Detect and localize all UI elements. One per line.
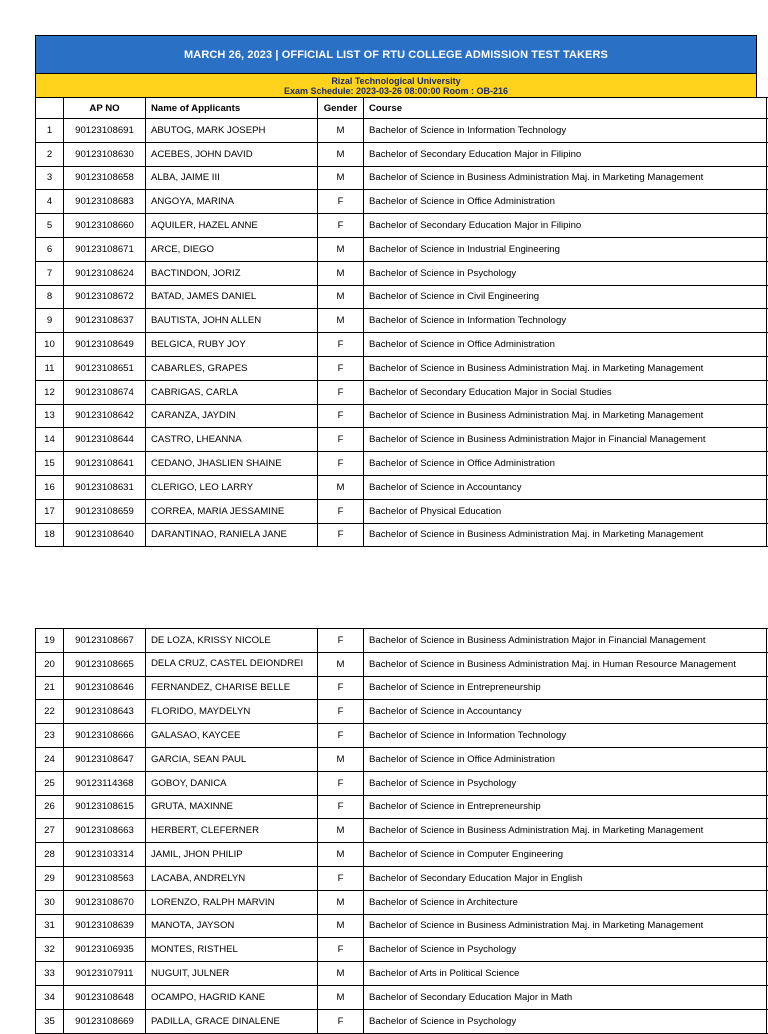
- row-number: 24: [36, 747, 64, 771]
- ap-number: 90123108649: [64, 333, 146, 357]
- ap-number: 90123108683: [64, 190, 146, 214]
- ap-number: 90123108667: [64, 629, 146, 653]
- gender: M: [318, 652, 364, 676]
- table-row: [36, 142, 768, 166]
- course: Bachelor of Science in Business Administration Maj. in Marketing Management: [364, 914, 767, 938]
- applicant-name: GALASAO, KAYCEE: [146, 724, 318, 748]
- gender: M: [318, 843, 364, 867]
- course: Bachelor of Science in Business Administration Maj. in Marketing Management: [364, 404, 767, 428]
- table-row: [36, 747, 768, 771]
- gender: F: [318, 190, 364, 214]
- ap-number: 90123108658: [64, 166, 146, 190]
- table-row: [36, 380, 768, 404]
- table-row: [36, 629, 768, 653]
- course: Bachelor of Science in Accountancy: [364, 700, 767, 724]
- applicant-name: BATAD, JAMES DANIEL: [146, 285, 318, 309]
- course: Bachelor of Secondary Education Major in Filipino: [364, 214, 767, 238]
- applicant-name: FLORIDO, MAYDELYN: [146, 700, 318, 724]
- table-row: [36, 119, 768, 143]
- course: Bachelor of Science in Business Administration Maj. in Marketing Management: [364, 166, 767, 190]
- ap-number: 90123108630: [64, 142, 146, 166]
- col-name-header: Name of Applicants: [146, 98, 318, 119]
- row-number: 12: [36, 380, 64, 404]
- table-row: [36, 843, 768, 867]
- ap-number: 90123108641: [64, 452, 146, 476]
- gender: F: [318, 1009, 364, 1033]
- course: Bachelor of Science in Business Administration Maj. in Human Resource Management: [364, 652, 767, 676]
- applicant-name: NUGUIT, JULNER: [146, 962, 318, 986]
- gender: F: [318, 499, 364, 523]
- gender: F: [318, 938, 364, 962]
- course: Bachelor of Science in Industrial Engineering: [364, 237, 767, 261]
- row-number: 10: [36, 333, 64, 357]
- course: Bachelor of Science in Office Administration: [364, 747, 767, 771]
- gender: F: [318, 356, 364, 380]
- course: Bachelor of Science in Business Administration Maj. in Marketing Management: [364, 356, 767, 380]
- row-number: 25: [36, 771, 64, 795]
- ap-number: 90123108563: [64, 866, 146, 890]
- course: Bachelor of Science in Accountancy: [364, 475, 767, 499]
- row-number: 1: [36, 119, 64, 143]
- table-row: [36, 404, 768, 428]
- table-row: [36, 214, 768, 238]
- gender: M: [318, 819, 364, 843]
- ap-number: 90123108691: [64, 119, 146, 143]
- row-number: 15: [36, 452, 64, 476]
- ap-number: 90123108637: [64, 309, 146, 333]
- course: Bachelor of Arts in Political Science: [364, 962, 767, 986]
- course: Bachelor of Science in Computer Engineering: [364, 843, 767, 867]
- table-header-row: [36, 98, 768, 119]
- row-number: 23: [36, 724, 64, 748]
- table-row: [36, 475, 768, 499]
- applicant-name: GRUTA, MAXINNE: [146, 795, 318, 819]
- page-1: [35, 35, 757, 547]
- applicant-name: ABUTOG, MARK JOSEPH: [146, 119, 318, 143]
- table-row: [36, 914, 768, 938]
- row-number: 17: [36, 499, 64, 523]
- row-number: 21: [36, 676, 64, 700]
- table-row: [36, 261, 768, 285]
- row-number: 11: [36, 356, 64, 380]
- course: Bachelor of Science in Business Administration Major in Financial Management: [364, 428, 767, 452]
- row-number: 27: [36, 819, 64, 843]
- gender: F: [318, 700, 364, 724]
- applicant-name: OCAMPO, HAGRID KANE: [146, 985, 318, 1009]
- table-row: [36, 190, 768, 214]
- gender: M: [318, 890, 364, 914]
- row-number: 2: [36, 142, 64, 166]
- table-row: [36, 985, 768, 1009]
- course: Bachelor of Science in Architecture: [364, 890, 767, 914]
- applicant-name: CARANZA, JAYDIN: [146, 404, 318, 428]
- applicant-name: CABRIGAS, CARLA: [146, 380, 318, 404]
- course: Bachelor of Science in Entrepreneurship: [364, 795, 767, 819]
- ap-number: 90123108663: [64, 819, 146, 843]
- table-row: [36, 866, 768, 890]
- table-row: [36, 452, 768, 476]
- gender: F: [318, 333, 364, 357]
- gender: M: [318, 237, 364, 261]
- applicant-name: DARANTINAO, RANIELA JANE: [146, 523, 318, 547]
- applicant-name: CLERIGO, LEO LARRY: [146, 475, 318, 499]
- ap-number: 90123108640: [64, 523, 146, 547]
- applicant-name: DELA CRUZ, CASTEL DEIONDREI: [146, 652, 318, 676]
- table-row: [36, 333, 768, 357]
- ap-number: 90123114368: [64, 771, 146, 795]
- applicant-name: FERNANDEZ, CHARISE BELLE: [146, 676, 318, 700]
- gender: F: [318, 771, 364, 795]
- course: Bachelor of Science in Civil Engineering: [364, 285, 767, 309]
- table-row: [36, 938, 768, 962]
- table-row: [36, 652, 768, 676]
- gender: M: [318, 142, 364, 166]
- course: Bachelor of Science in Information Technology: [364, 309, 767, 333]
- course: Bachelor of Science in Business Administration Maj. in Marketing Management: [364, 523, 767, 547]
- col-gender-header: Gender: [318, 98, 364, 119]
- table-row: [36, 523, 768, 547]
- ap-number: 90123108615: [64, 795, 146, 819]
- row-number: 35: [36, 1009, 64, 1033]
- ap-number: 90123108666: [64, 724, 146, 748]
- row-number: 8: [36, 285, 64, 309]
- applicant-name: GARCIA, SEAN PAUL: [146, 747, 318, 771]
- applicant-name: PADILLA, GRACE DINALENE: [146, 1009, 318, 1033]
- course: Bachelor of Science in Business Administration Maj. in Marketing Management: [364, 819, 767, 843]
- col-number-header: [36, 98, 64, 119]
- ap-number: 90123106935: [64, 938, 146, 962]
- gender: M: [318, 475, 364, 499]
- row-number: 3: [36, 166, 64, 190]
- course: Bachelor of Science in Office Administration: [364, 190, 767, 214]
- applicant-name: DE LOZA, KRISSY NICOLE: [146, 629, 318, 653]
- gender: F: [318, 452, 364, 476]
- table-row: [36, 309, 768, 333]
- row-number: 5: [36, 214, 64, 238]
- ap-number: 90123107911: [64, 962, 146, 986]
- row-number: 9: [36, 309, 64, 333]
- row-number: 26: [36, 795, 64, 819]
- applicant-name: LACABA, ANDRELYN: [146, 866, 318, 890]
- row-number: 6: [36, 237, 64, 261]
- table-row: [36, 356, 768, 380]
- table-row: [36, 795, 768, 819]
- ap-number: 90123108644: [64, 428, 146, 452]
- gender: M: [318, 119, 364, 143]
- course: Bachelor of Science in Psychology: [364, 1009, 767, 1033]
- ap-number: 90123103314: [64, 843, 146, 867]
- course: Bachelor of Physical Education: [364, 499, 767, 523]
- table-row: [36, 676, 768, 700]
- applicant-name: CEDANO, JHASLIEN SHAINE: [146, 452, 318, 476]
- applicant-name: BACTINDON, JORIZ: [146, 261, 318, 285]
- gender: F: [318, 676, 364, 700]
- row-number: 18: [36, 523, 64, 547]
- exam-info-bar: [35, 73, 757, 97]
- course: Bachelor of Science in Business Administration Major in Financial Management: [364, 629, 767, 653]
- applicant-name: CABARLES, GRAPES: [146, 356, 318, 380]
- row-number: 28: [36, 843, 64, 867]
- ap-number: 90123108665: [64, 652, 146, 676]
- applicant-name: GOBOY, DANICA: [146, 771, 318, 795]
- table-row: [36, 771, 768, 795]
- row-number: 19: [36, 629, 64, 653]
- course: Bachelor of Science in Office Administration: [364, 452, 767, 476]
- row-number: 14: [36, 428, 64, 452]
- table-row: [36, 237, 768, 261]
- exam-schedule: Exam Schedule: 2023-03-26 08:00:00 Room : OB-216: [284, 86, 508, 96]
- course: Bachelor of Science in Psychology: [364, 938, 767, 962]
- table-row: [36, 700, 768, 724]
- row-number: 20: [36, 652, 64, 676]
- applicant-name: LORENZO, RALPH MARVIN: [146, 890, 318, 914]
- gender: M: [318, 285, 364, 309]
- gender: F: [318, 214, 364, 238]
- row-number: 16: [36, 475, 64, 499]
- table-row: [36, 428, 768, 452]
- applicant-name: ACEBES, JOHN DAVID: [146, 142, 318, 166]
- applicant-name: ANGOYA, MARINA: [146, 190, 318, 214]
- gender: F: [318, 380, 364, 404]
- row-number: 13: [36, 404, 64, 428]
- gender: M: [318, 166, 364, 190]
- table-row: [36, 962, 768, 986]
- table-row: [36, 890, 768, 914]
- applicant-name: MANOTA, JAYSON: [146, 914, 318, 938]
- ap-number: 90123108651: [64, 356, 146, 380]
- table-row: [36, 1009, 768, 1033]
- table-row: [36, 819, 768, 843]
- applicant-name: BELGICA, RUBY JOY: [146, 333, 318, 357]
- applicant-name: CASTRO, LHEANNA: [146, 428, 318, 452]
- row-number: 7: [36, 261, 64, 285]
- table-row: [36, 499, 768, 523]
- course: Bachelor of Science in Psychology: [364, 771, 767, 795]
- row-number: 29: [36, 866, 64, 890]
- gender: F: [318, 629, 364, 653]
- table-row: [36, 166, 768, 190]
- row-number: 30: [36, 890, 64, 914]
- gender: F: [318, 428, 364, 452]
- ap-number: 90123108646: [64, 676, 146, 700]
- ap-number: 90123108660: [64, 214, 146, 238]
- page-2: [35, 628, 757, 1034]
- course: Bachelor of Science in Office Administration: [364, 333, 767, 357]
- course: Bachelor of Science in Entrepreneurship: [364, 676, 767, 700]
- university-name: Rizal Technological University: [331, 76, 460, 86]
- ap-number: 90123108674: [64, 380, 146, 404]
- applicant-name: ARCE, DIEGO: [146, 237, 318, 261]
- ap-number: 90123108631: [64, 475, 146, 499]
- course: Bachelor of Secondary Education Major in Math: [364, 985, 767, 1009]
- gender: F: [318, 523, 364, 547]
- ap-number: 90123108659: [64, 499, 146, 523]
- ap-number: 90123108648: [64, 985, 146, 1009]
- applicant-name: ALBA, JAIME III: [146, 166, 318, 190]
- applicants-table-2: [35, 628, 768, 1034]
- gender: M: [318, 985, 364, 1009]
- gender: M: [318, 914, 364, 938]
- course: Bachelor of Science in Psychology: [364, 261, 767, 285]
- ap-number: 90123108642: [64, 404, 146, 428]
- gender: M: [318, 309, 364, 333]
- row-number: 4: [36, 190, 64, 214]
- ap-number: 90123108624: [64, 261, 146, 285]
- gender: F: [318, 404, 364, 428]
- row-number: 22: [36, 700, 64, 724]
- course: Bachelor of Secondary Education Major in Social Studies: [364, 380, 767, 404]
- ap-number: 90123108669: [64, 1009, 146, 1033]
- ap-number: 90123108672: [64, 285, 146, 309]
- list-title: MARCH 26, 2023 | OFFICIAL LIST OF RTU COLLEGE ADMISSION TEST TAKERS: [35, 35, 757, 73]
- ap-number: 90123108670: [64, 890, 146, 914]
- applicants-table-1: [35, 97, 768, 547]
- gender: M: [318, 747, 364, 771]
- applicant-name: HERBERT, CLEFERNER: [146, 819, 318, 843]
- applicant-name: CORREA, MARIA JESSAMINE: [146, 499, 318, 523]
- ap-number: 90123108647: [64, 747, 146, 771]
- applicant-name: AQUILER, HAZEL ANNE: [146, 214, 318, 238]
- course: Bachelor of Secondary Education Major in English: [364, 866, 767, 890]
- course: Bachelor of Science in Information Technology: [364, 119, 767, 143]
- table-row: [36, 285, 768, 309]
- gender: M: [318, 962, 364, 986]
- col-course-header: Course: [364, 98, 767, 119]
- gender: M: [318, 261, 364, 285]
- row-number: 33: [36, 962, 64, 986]
- row-number: 32: [36, 938, 64, 962]
- ap-number: 90123108643: [64, 700, 146, 724]
- course: Bachelor of Science in Information Technology: [364, 724, 767, 748]
- applicant-name: MONTES, RISTHEL: [146, 938, 318, 962]
- col-ap-no-header: AP NO: [64, 98, 146, 119]
- gender: F: [318, 866, 364, 890]
- row-number: 31: [36, 914, 64, 938]
- table-row: [36, 724, 768, 748]
- course: Bachelor of Secondary Education Major in Filipino: [364, 142, 767, 166]
- gender: F: [318, 795, 364, 819]
- row-number: 34: [36, 985, 64, 1009]
- applicant-name: BAUTISTA, JOHN ALLEN: [146, 309, 318, 333]
- ap-number: 90123108671: [64, 237, 146, 261]
- gender: F: [318, 724, 364, 748]
- applicant-name: JAMIL, JHON PHILIP: [146, 843, 318, 867]
- ap-number: 90123108639: [64, 914, 146, 938]
